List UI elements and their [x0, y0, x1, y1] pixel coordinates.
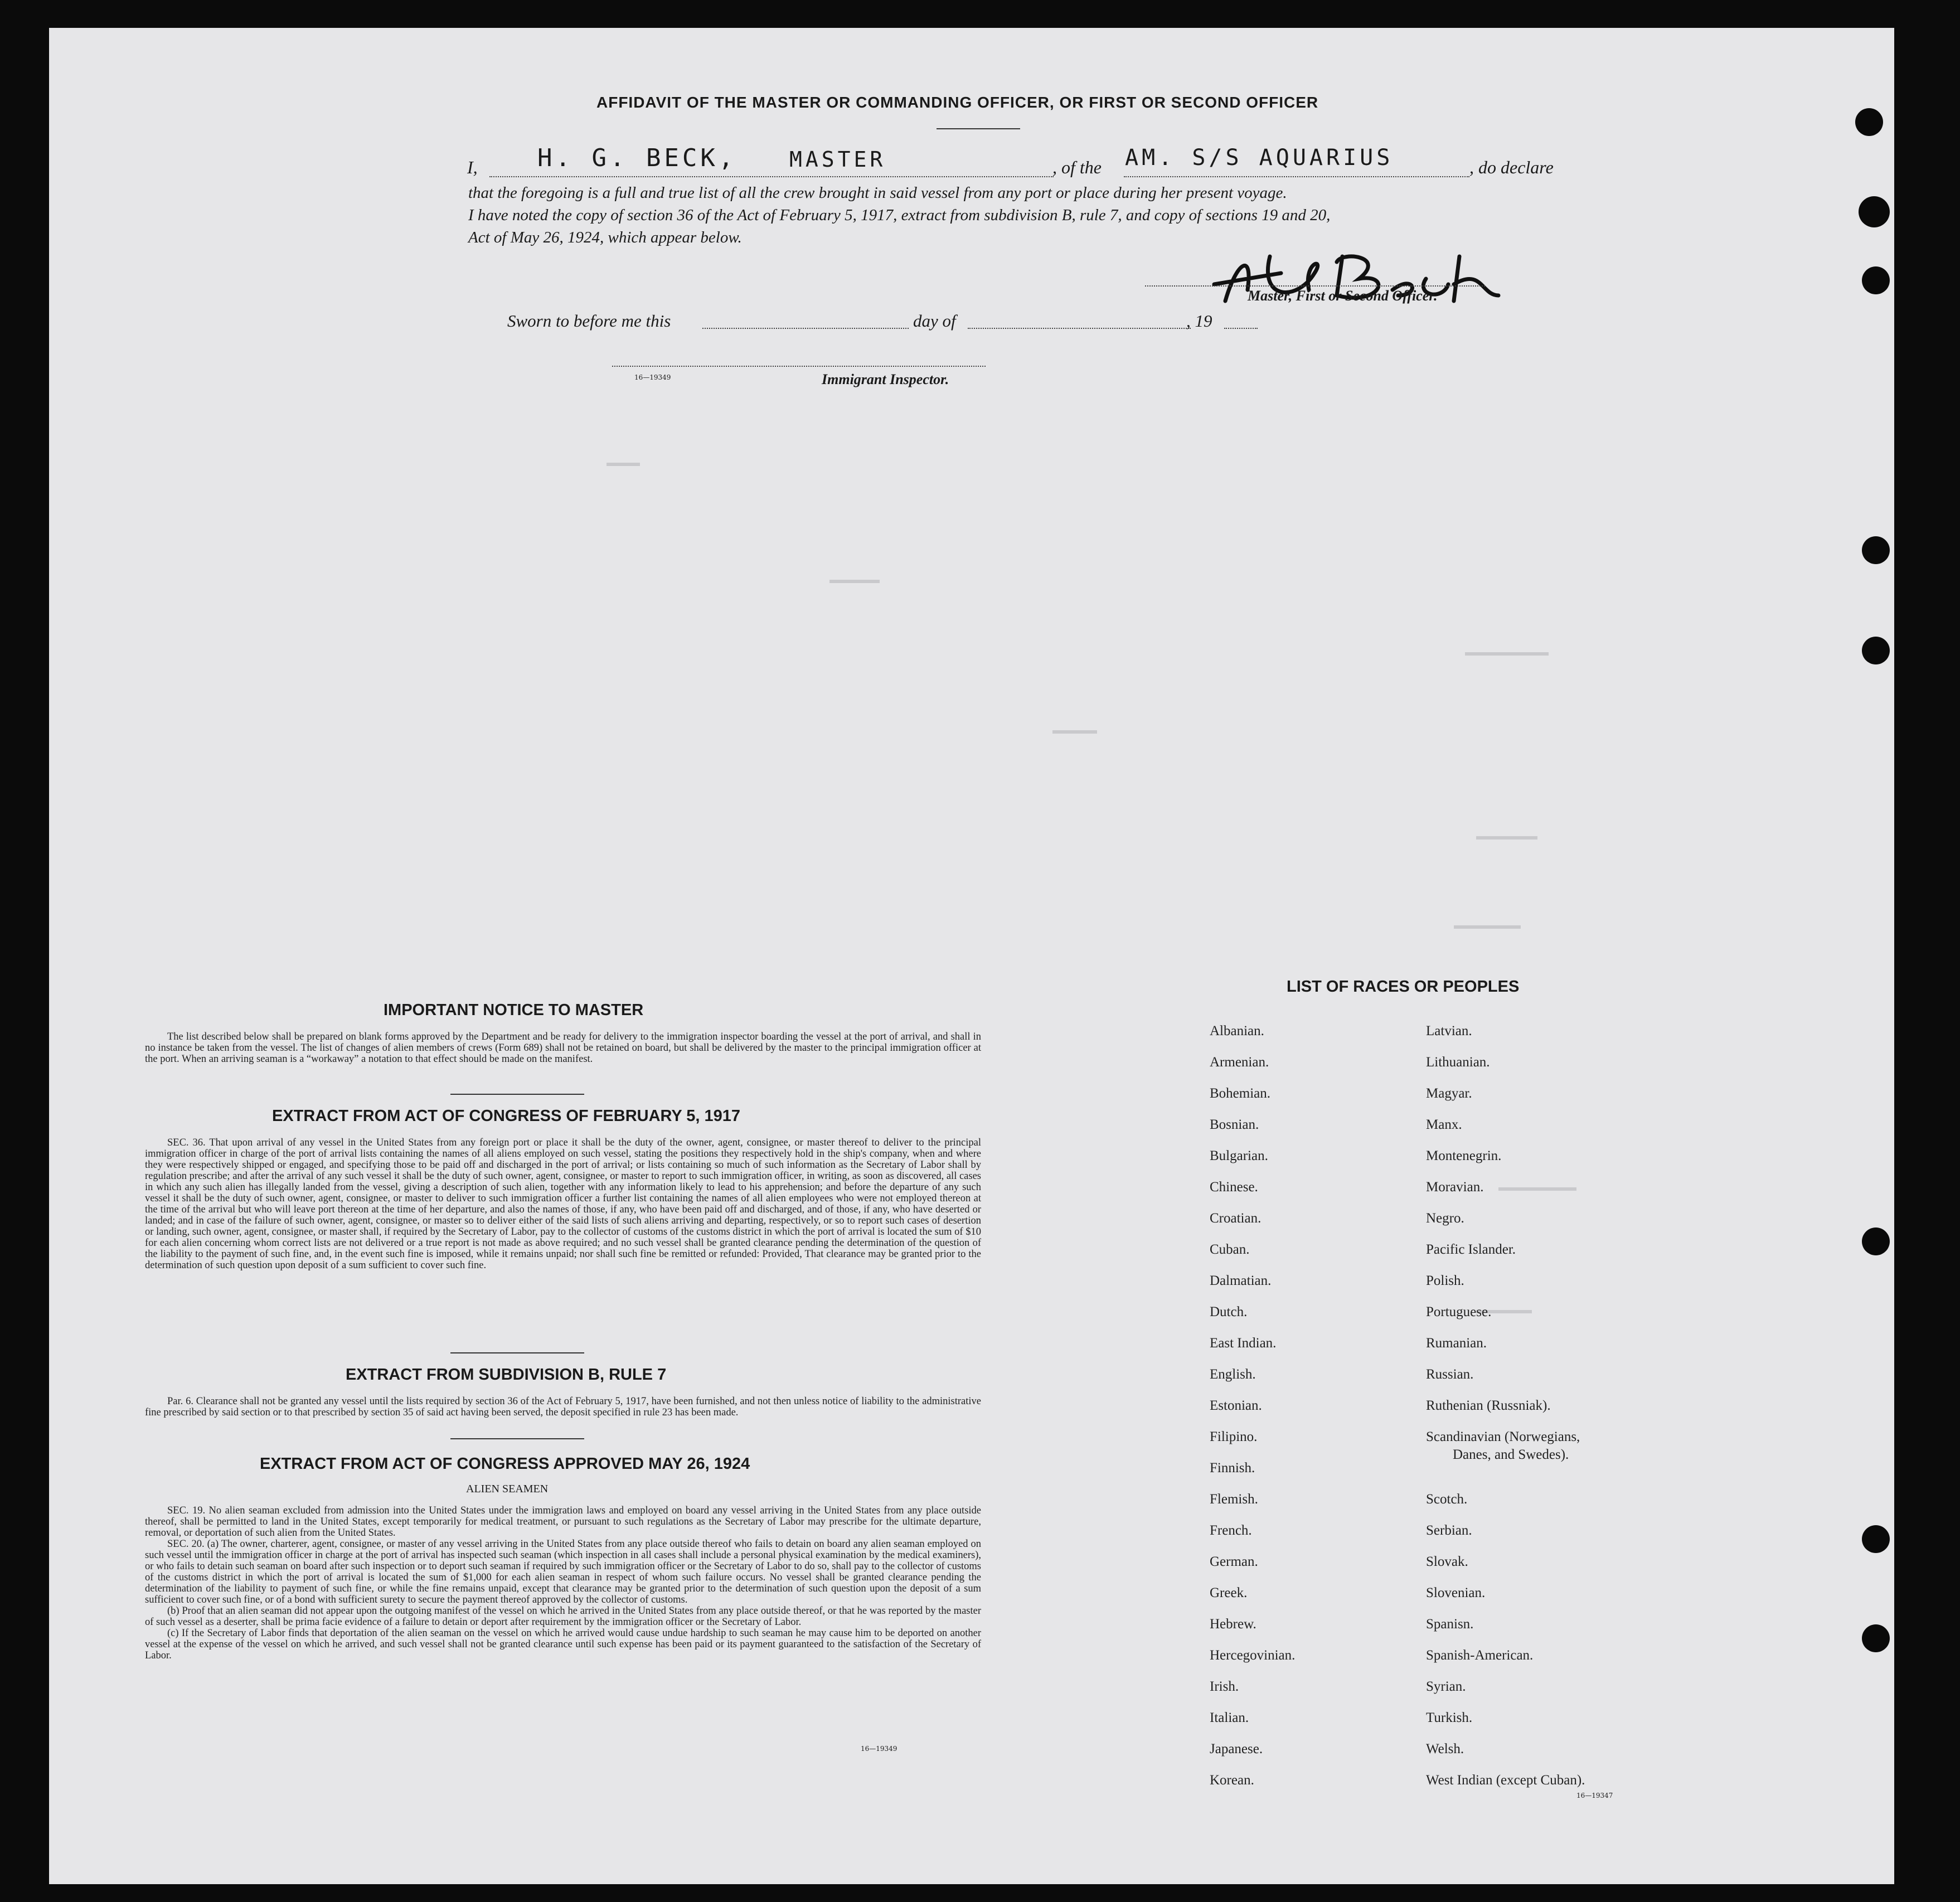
sworn-text: Sworn to before me this — [507, 311, 671, 331]
race-list-item: Hebrew. — [1210, 1617, 1256, 1632]
bleed-through-mark — [1476, 836, 1537, 840]
race-list-item: Bulgarian. — [1210, 1148, 1268, 1163]
race-list-item: French. — [1210, 1523, 1252, 1538]
document-page — [49, 28, 1894, 1884]
race-list-item: East Indian. — [1210, 1336, 1277, 1351]
affidavit-form-number: 16—19349 — [634, 373, 671, 381]
race-list-item: Magyar. — [1426, 1086, 1472, 1101]
race-list-item: Syrian. — [1426, 1679, 1466, 1694]
race-list-item: Polish. — [1426, 1273, 1464, 1288]
race-list-item: Dalmatian. — [1210, 1273, 1272, 1288]
subdivision-b-text — [145, 1396, 981, 1418]
of-the-label: , of the — [1052, 157, 1102, 177]
race-list-item: Armenian. — [1210, 1055, 1269, 1070]
punch-hole — [1862, 1525, 1890, 1553]
affidavit-line-3: I have noted the copy of section 36 of the Act of February 5, 1917, extract from subdivision B, rule 7, and copy of sections 19 and 20, — [468, 206, 1331, 224]
race-list-item: Lithuanian. — [1426, 1055, 1490, 1070]
race-list-item: West Indian (except Cuban). — [1426, 1773, 1585, 1788]
race-list-item: Rumanian. — [1426, 1336, 1487, 1351]
race-list-item: Portuguese. — [1426, 1304, 1492, 1319]
race-list-item: Turkish. — [1426, 1710, 1473, 1725]
alien-seamen-subtitle: ALIEN SEAMEN — [466, 1483, 549, 1495]
vessel-name-line — [1124, 176, 1469, 177]
punch-hole — [1859, 196, 1890, 227]
bleed-through-mark — [1052, 730, 1097, 734]
punch-hole — [1862, 1624, 1890, 1652]
race-list-item: Danes, and Swedes). — [1453, 1447, 1569, 1462]
section-20b-paragraph: (b) Proof that an alien seaman did not appear upon the outgoing manifest of the vessel on which he arrived in the United States from any place outside thereof, or that he was reported by the master of such vessel as a deserter, shall be prima facie evidence of a failure to detain or deport after requirement by the immigration officer or the Secretary of Labor. — [145, 1605, 981, 1628]
race-list-item: Estonian. — [1210, 1398, 1262, 1413]
sworn-year-line — [1224, 328, 1258, 329]
race-list-item: Finnish. — [1210, 1461, 1255, 1476]
race-list-item: Filipino. — [1210, 1429, 1258, 1444]
race-list-item: Croatian. — [1210, 1211, 1262, 1226]
title-rule — [937, 128, 1020, 129]
section-20a-paragraph: SEC. 20. (a) The owner, charterer, agent, consignee, or master of any vessel arriving in the United States from any place outside thereof who fails to detain on board any alien seaman employed on such vessel until the immigration officer in charge at the port of arrival has inspected such seaman (which inspection in all cases shall include a personal physical examination by the medical examiners), or who fails to detain such seaman on board after such inspection or to deport such seaman if required by such immigration officer or the Secretary of Labor to do so, shall pay to the collector of customs of the customs district in which the port of arrival is located the sum of $1,000 for each alien seaman in respect of whom such failure occurs. No vessel shall be granted clearance pending the determination of the liability to payment of such fine, or while the fine remains unpaid, except that clearance may be granted prior to the determination of such question upon the deposit of a sum sufficient to cover such fine, or of a bond with sufficient surety to secure the payment thereof approved by the collector of customs. — [145, 1539, 981, 1605]
race-list-item: Cuban. — [1210, 1242, 1250, 1257]
race-list-item: Scandinavian (Norwegians, — [1426, 1429, 1580, 1444]
vessel-name: AM. S/S AQUARIUS — [1125, 145, 1394, 171]
race-list-item: English. — [1210, 1367, 1256, 1382]
extract-1917-text — [145, 1137, 981, 1271]
extract-1924-form-number: 16—19349 — [861, 1745, 897, 1753]
extract-1917-title: EXTRACT FROM ACT OF CONGRESS OF FEBRUARY 5, 1917 — [272, 1107, 741, 1125]
punch-hole — [1862, 536, 1890, 564]
year-prefix: , 19 — [1186, 311, 1212, 331]
punch-hole — [1862, 1227, 1890, 1255]
race-list-item: Welsh. — [1426, 1741, 1464, 1757]
race-list-item: Spanish-American. — [1426, 1648, 1534, 1663]
bleed-through-mark — [607, 463, 640, 466]
race-list-item: Greek. — [1210, 1585, 1248, 1600]
race-list-item: Italian. — [1210, 1710, 1249, 1725]
bleed-through-mark — [829, 580, 880, 583]
signature-line — [1145, 285, 1485, 287]
race-list-item: Irish. — [1210, 1679, 1239, 1694]
race-list-item: Dutch. — [1210, 1304, 1248, 1319]
master-name: H. G. BECK, — [537, 144, 737, 172]
sworn-month-line — [968, 328, 1191, 329]
race-list-item: Flemish. — [1210, 1492, 1258, 1507]
signature-label: Master, First or Second Officer. — [1248, 288, 1438, 304]
race-list-item: Slovak. — [1426, 1554, 1468, 1569]
race-list-item: Negro. — [1426, 1211, 1464, 1226]
subdivision-b-title: EXTRACT FROM SUBDIVISION B, RULE 7 — [346, 1366, 667, 1384]
master-rank: MASTER — [789, 147, 886, 172]
extract-1924-text — [145, 1505, 981, 1661]
race-list-item: Manx. — [1426, 1117, 1462, 1132]
affidavit-i-label: I, — [467, 157, 478, 177]
race-list-item: Korean. — [1210, 1773, 1254, 1788]
race-list-item: Pacific Islander. — [1426, 1242, 1516, 1257]
races-title: LIST OF RACES OR PEOPLES — [1287, 978, 1520, 996]
section-19-paragraph: SEC. 19. No alien seaman excluded from admission into the United States under the immigration laws and employed on board any vessel arriving in the United States from any place outside thereof, shall be permitted to land in the United States, except temporarily for medical treatment, or pursuant to such regulations as the Secretary of Labor may prescribe for the ultimate departure, removal, or deportation of such alien from the United States. — [145, 1505, 981, 1539]
inspector-signature-line — [612, 366, 986, 367]
master-name-line — [489, 176, 1054, 177]
punch-hole — [1855, 108, 1883, 136]
bleed-through-mark — [1454, 925, 1521, 929]
notice-title: IMPORTANT NOTICE TO MASTER — [384, 1001, 644, 1019]
race-list-item: Spanisn. — [1426, 1617, 1474, 1632]
affidavit-line-2: that the foregoing is a full and true list of all the crew brought in said vessel from any port or place during her present voyage. — [468, 184, 1287, 202]
extract-1917-rule — [450, 1352, 584, 1353]
notice-paragraph: The list described below shall be prepared on blank forms approved by the Department and be ready for delivery to the immigration inspector boarding the vessel at the port of arrival, and shall in no instance be taken from the vessel. The list of changes of alien members of crews (Form 689) shall not be retained on board, but shall be delivered by the master to the principal immigration officer at the port. When an arriving seaman is a “workaway” a notation to that effect should be made on the manifest. — [145, 1031, 981, 1065]
bleed-through-mark — [1498, 1187, 1576, 1191]
affidavit-title: AFFIDAVIT OF THE MASTER OR COMMANDING OFFICER, OR FIRST OR SECOND OFFICER — [596, 94, 1319, 111]
bleed-through-mark — [1465, 652, 1549, 656]
section-20c-paragraph: (c) If the Secretary of Labor finds that deportation of the alien seaman on the vessel on which he arrived would cause undue hardship to such seaman he may cause him to be deported on another vessel at the expense of the vessel on which he arrived, and such vessel shall not be granted clearance until such expense has been paid or its payment guaranteed to the satisfaction of the Secretary of Labor. — [145, 1628, 981, 1661]
inspector-label: Immigrant Inspector. — [822, 371, 949, 387]
race-list-item: Japanese. — [1210, 1741, 1263, 1757]
race-list-item: Hercegovinian. — [1210, 1648, 1296, 1663]
master-signature — [1203, 240, 1515, 318]
race-list-item: Scotch. — [1426, 1492, 1468, 1507]
section-36-paragraph: SEC. 36. That upon arrival of any vessel in the United States from any foreign port or place it shall be the duty of the owner, agent, consignee, or master thereof to deliver to the principal immigration officer in charge of the port of arrival lists containing the names of all aliens employed on such vessel, stating the positions they respectively hold in the ship's company, when and where they were respectively shipped or engaged, and specifying those to be paid off and discharged in the port of arrival; or lists containing so much of such information as the Secretary of Labor shall by regulation prescribe; and after the arrival of any such vessel it shall be the duty of such owner, agent, consignee, or master to report to such immigration officer, in writing, as soon as discovered, all cases in which any such alien has illegally landed from the vessel, giving a description of such alien, together with any information likely to lead to his apprehension; and before the departure of any such vessel it shall be the duty of such owner, agent, consignee, or master to deliver to such immigration officer a further list containing the names of all alien employees who were not employed thereon at the time of the arrival but who will leave port thereon at the time of her departure, and also the names of those, if any, who have been paid off and discharged, and of those, if any, who have deserted or landed; and in case of the failure of such owner, agent, consignee, or master so to deliver either of the said lists of such aliens arriving and departing, respectively, or so to report such cases of desertion or landing, such owner, agent, consignee, or master shall, if required by the Secretary of Labor, pay to the collector of customs of the customs district in which the port of arrival is located the sum of $10 for each alien concerning whom correct lists are not delivered or a true report is not made as above required; and no such vessel shall be granted clearance pending the determination of the question of the liability to the payment of such fine, and, in the event such fine is imposed, while it remains unpaid; nor shall such fine be remitted or refunded: Provided, That clearance may be granted prior to the determination of such question upon deposit of a sum sufficient to cover such fine. — [145, 1137, 981, 1271]
extract-1924-title: EXTRACT FROM ACT OF CONGRESS APPROVED MAY 26, 1924 — [260, 1455, 750, 1473]
subdivision-b-rule — [450, 1438, 584, 1439]
race-list-item: Chinese. — [1210, 1180, 1258, 1195]
notice-text — [145, 1031, 981, 1065]
race-list-item: German. — [1210, 1554, 1258, 1569]
affidavit-line-4: Act of May 26, 1924, which appear below. — [468, 229, 742, 246]
race-list-item: Bohemian. — [1210, 1086, 1271, 1101]
race-list-item: Slovenian. — [1426, 1585, 1486, 1600]
race-list-item: Montenegrin. — [1426, 1148, 1502, 1163]
paragraph-6: Par. 6. Clearance shall not be granted any vessel until the lists required by section 36 of the Act of February 5, 1917, have been furnished, and not then unless notice of liability to the administrative fine prescribed by said section or to that prescribed by section 35 of said act having been served, the deposit specified in rule 23 has been made. — [145, 1396, 981, 1418]
race-list-item: Ruthenian (Russniak). — [1426, 1398, 1551, 1413]
race-list-item: Russian. — [1426, 1367, 1474, 1382]
punch-hole — [1862, 266, 1890, 294]
races-form-number: 16—19347 — [1576, 1792, 1613, 1799]
do-declare-label: , do declare — [1469, 157, 1554, 177]
race-list-item: Latvian. — [1426, 1023, 1472, 1039]
race-list-item: Bosnian. — [1210, 1117, 1259, 1132]
race-list-item: Serbian. — [1426, 1523, 1472, 1538]
race-list-item: Moravian. — [1426, 1180, 1484, 1195]
day-of-label: day of — [913, 311, 956, 331]
punch-hole — [1862, 637, 1890, 664]
notice-rule — [450, 1094, 584, 1095]
sworn-day-line — [702, 328, 909, 329]
race-list-item: Albanian. — [1210, 1023, 1264, 1039]
